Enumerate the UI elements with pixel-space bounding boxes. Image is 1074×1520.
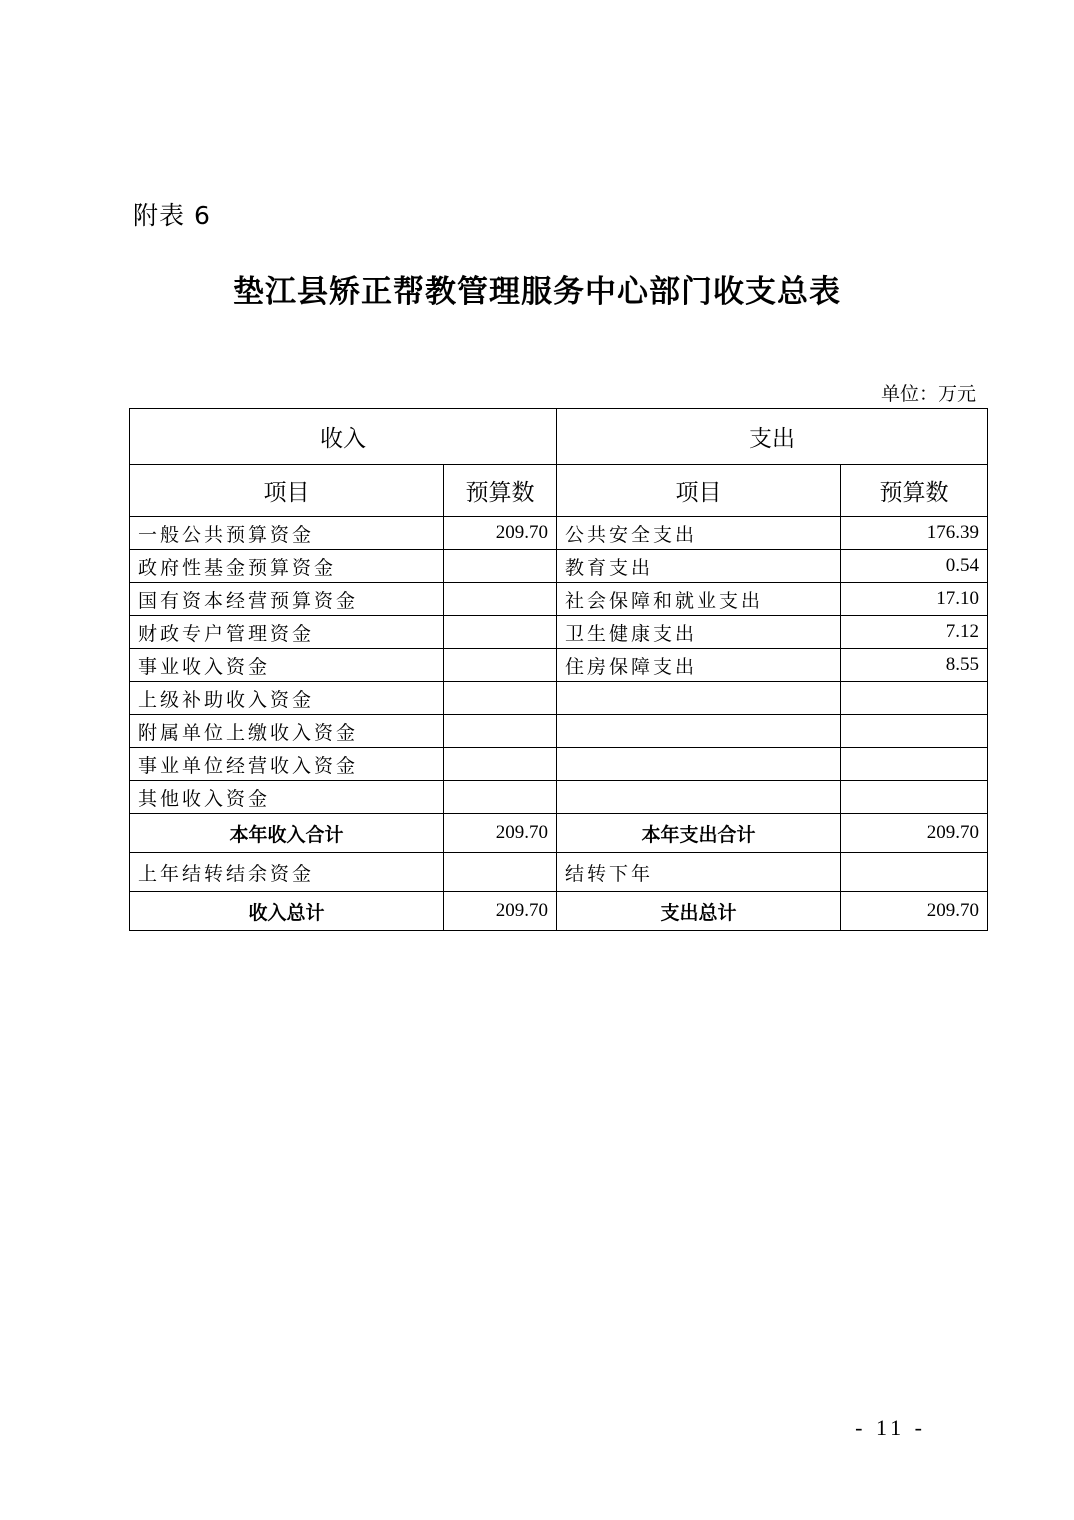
expense-item bbox=[557, 682, 841, 715]
income-section-header: 收入 bbox=[130, 409, 557, 465]
income-grand-total-label: 收入总计 bbox=[130, 892, 444, 931]
expense-amount bbox=[841, 748, 988, 781]
page-title: 垫江县矫正帮教管理服务中心部门收支总表 bbox=[233, 274, 841, 310]
year-total-row bbox=[130, 814, 988, 853]
table-row bbox=[130, 616, 988, 649]
table-row bbox=[130, 583, 988, 616]
expense-carry-amount bbox=[841, 853, 988, 892]
page-number: - 11 - bbox=[855, 1415, 926, 1440]
expense-item: 社会保障和就业支出 bbox=[557, 583, 841, 616]
income-carry-label: 上年结转结余资金 bbox=[130, 853, 444, 892]
income-year-total-label: 本年收入合计 bbox=[130, 814, 444, 853]
expense-amount bbox=[841, 781, 988, 814]
expense-amount: 8.55 bbox=[841, 649, 988, 682]
expense-carry-label: 结转下年 bbox=[557, 853, 841, 892]
table-row bbox=[130, 715, 988, 748]
column-header-row bbox=[130, 465, 988, 517]
expense-amount: 0.54 bbox=[841, 550, 988, 583]
table-row bbox=[130, 781, 988, 814]
income-item: 其他收入资金 bbox=[130, 781, 444, 814]
expense-grand-total-label: 支出总计 bbox=[557, 892, 841, 931]
income-item: 政府性基金预算资金 bbox=[130, 550, 444, 583]
income-amount bbox=[444, 748, 557, 781]
unit-label: 单位：万元 bbox=[880, 383, 976, 405]
expense-grand-total-amount: 209.70 bbox=[841, 892, 988, 931]
expense-item bbox=[557, 781, 841, 814]
income-amount bbox=[444, 583, 557, 616]
expense-item: 卫生健康支出 bbox=[557, 616, 841, 649]
section-header-row bbox=[130, 409, 988, 465]
expense-item bbox=[557, 715, 841, 748]
table-row bbox=[130, 682, 988, 715]
income-year-total-amount: 209.70 bbox=[444, 814, 557, 853]
expense-year-total-amount: 209.70 bbox=[841, 814, 988, 853]
income-amount: 209.70 bbox=[444, 517, 557, 550]
grand-total-row bbox=[130, 892, 988, 931]
income-item-header: 项目 bbox=[130, 465, 444, 517]
income-amount bbox=[444, 649, 557, 682]
income-amount bbox=[444, 715, 557, 748]
expense-amount: 7.12 bbox=[841, 616, 988, 649]
table-row bbox=[130, 748, 988, 781]
income-item: 上级补助收入资金 bbox=[130, 682, 444, 715]
income-amount-header: 预算数 bbox=[444, 465, 557, 517]
expense-amount-header: 预算数 bbox=[841, 465, 988, 517]
expense-amount bbox=[841, 715, 988, 748]
income-amount bbox=[444, 682, 557, 715]
expense-item: 住房保障支出 bbox=[557, 649, 841, 682]
expense-item bbox=[557, 748, 841, 781]
income-amount bbox=[444, 616, 557, 649]
income-item: 一般公共预算资金 bbox=[130, 517, 444, 550]
appendix-label: 附表 6 bbox=[133, 201, 211, 230]
table-row bbox=[130, 649, 988, 682]
expense-section-header: 支出 bbox=[557, 409, 988, 465]
expense-amount: 17.10 bbox=[841, 583, 988, 616]
income-item: 事业单位经营收入资金 bbox=[130, 748, 444, 781]
expense-item-header: 项目 bbox=[557, 465, 841, 517]
income-grand-total-amount: 209.70 bbox=[444, 892, 557, 931]
carry-over-row bbox=[130, 853, 988, 892]
income-amount bbox=[444, 550, 557, 583]
expense-year-total-label: 本年支出合计 bbox=[557, 814, 841, 853]
expense-item: 公共安全支出 bbox=[557, 517, 841, 550]
expense-amount bbox=[841, 682, 988, 715]
income-item: 附属单位上缴收入资金 bbox=[130, 715, 444, 748]
income-amount bbox=[444, 781, 557, 814]
table-row bbox=[130, 550, 988, 583]
income-item: 事业收入资金 bbox=[130, 649, 444, 682]
expense-item: 教育支出 bbox=[557, 550, 841, 583]
income-item: 财政专户管理资金 bbox=[130, 616, 444, 649]
table-row bbox=[130, 517, 988, 550]
expense-amount: 176.39 bbox=[841, 517, 988, 550]
income-carry-amount bbox=[444, 853, 557, 892]
budget-summary-table bbox=[129, 408, 988, 931]
income-item: 国有资本经营预算资金 bbox=[130, 583, 444, 616]
